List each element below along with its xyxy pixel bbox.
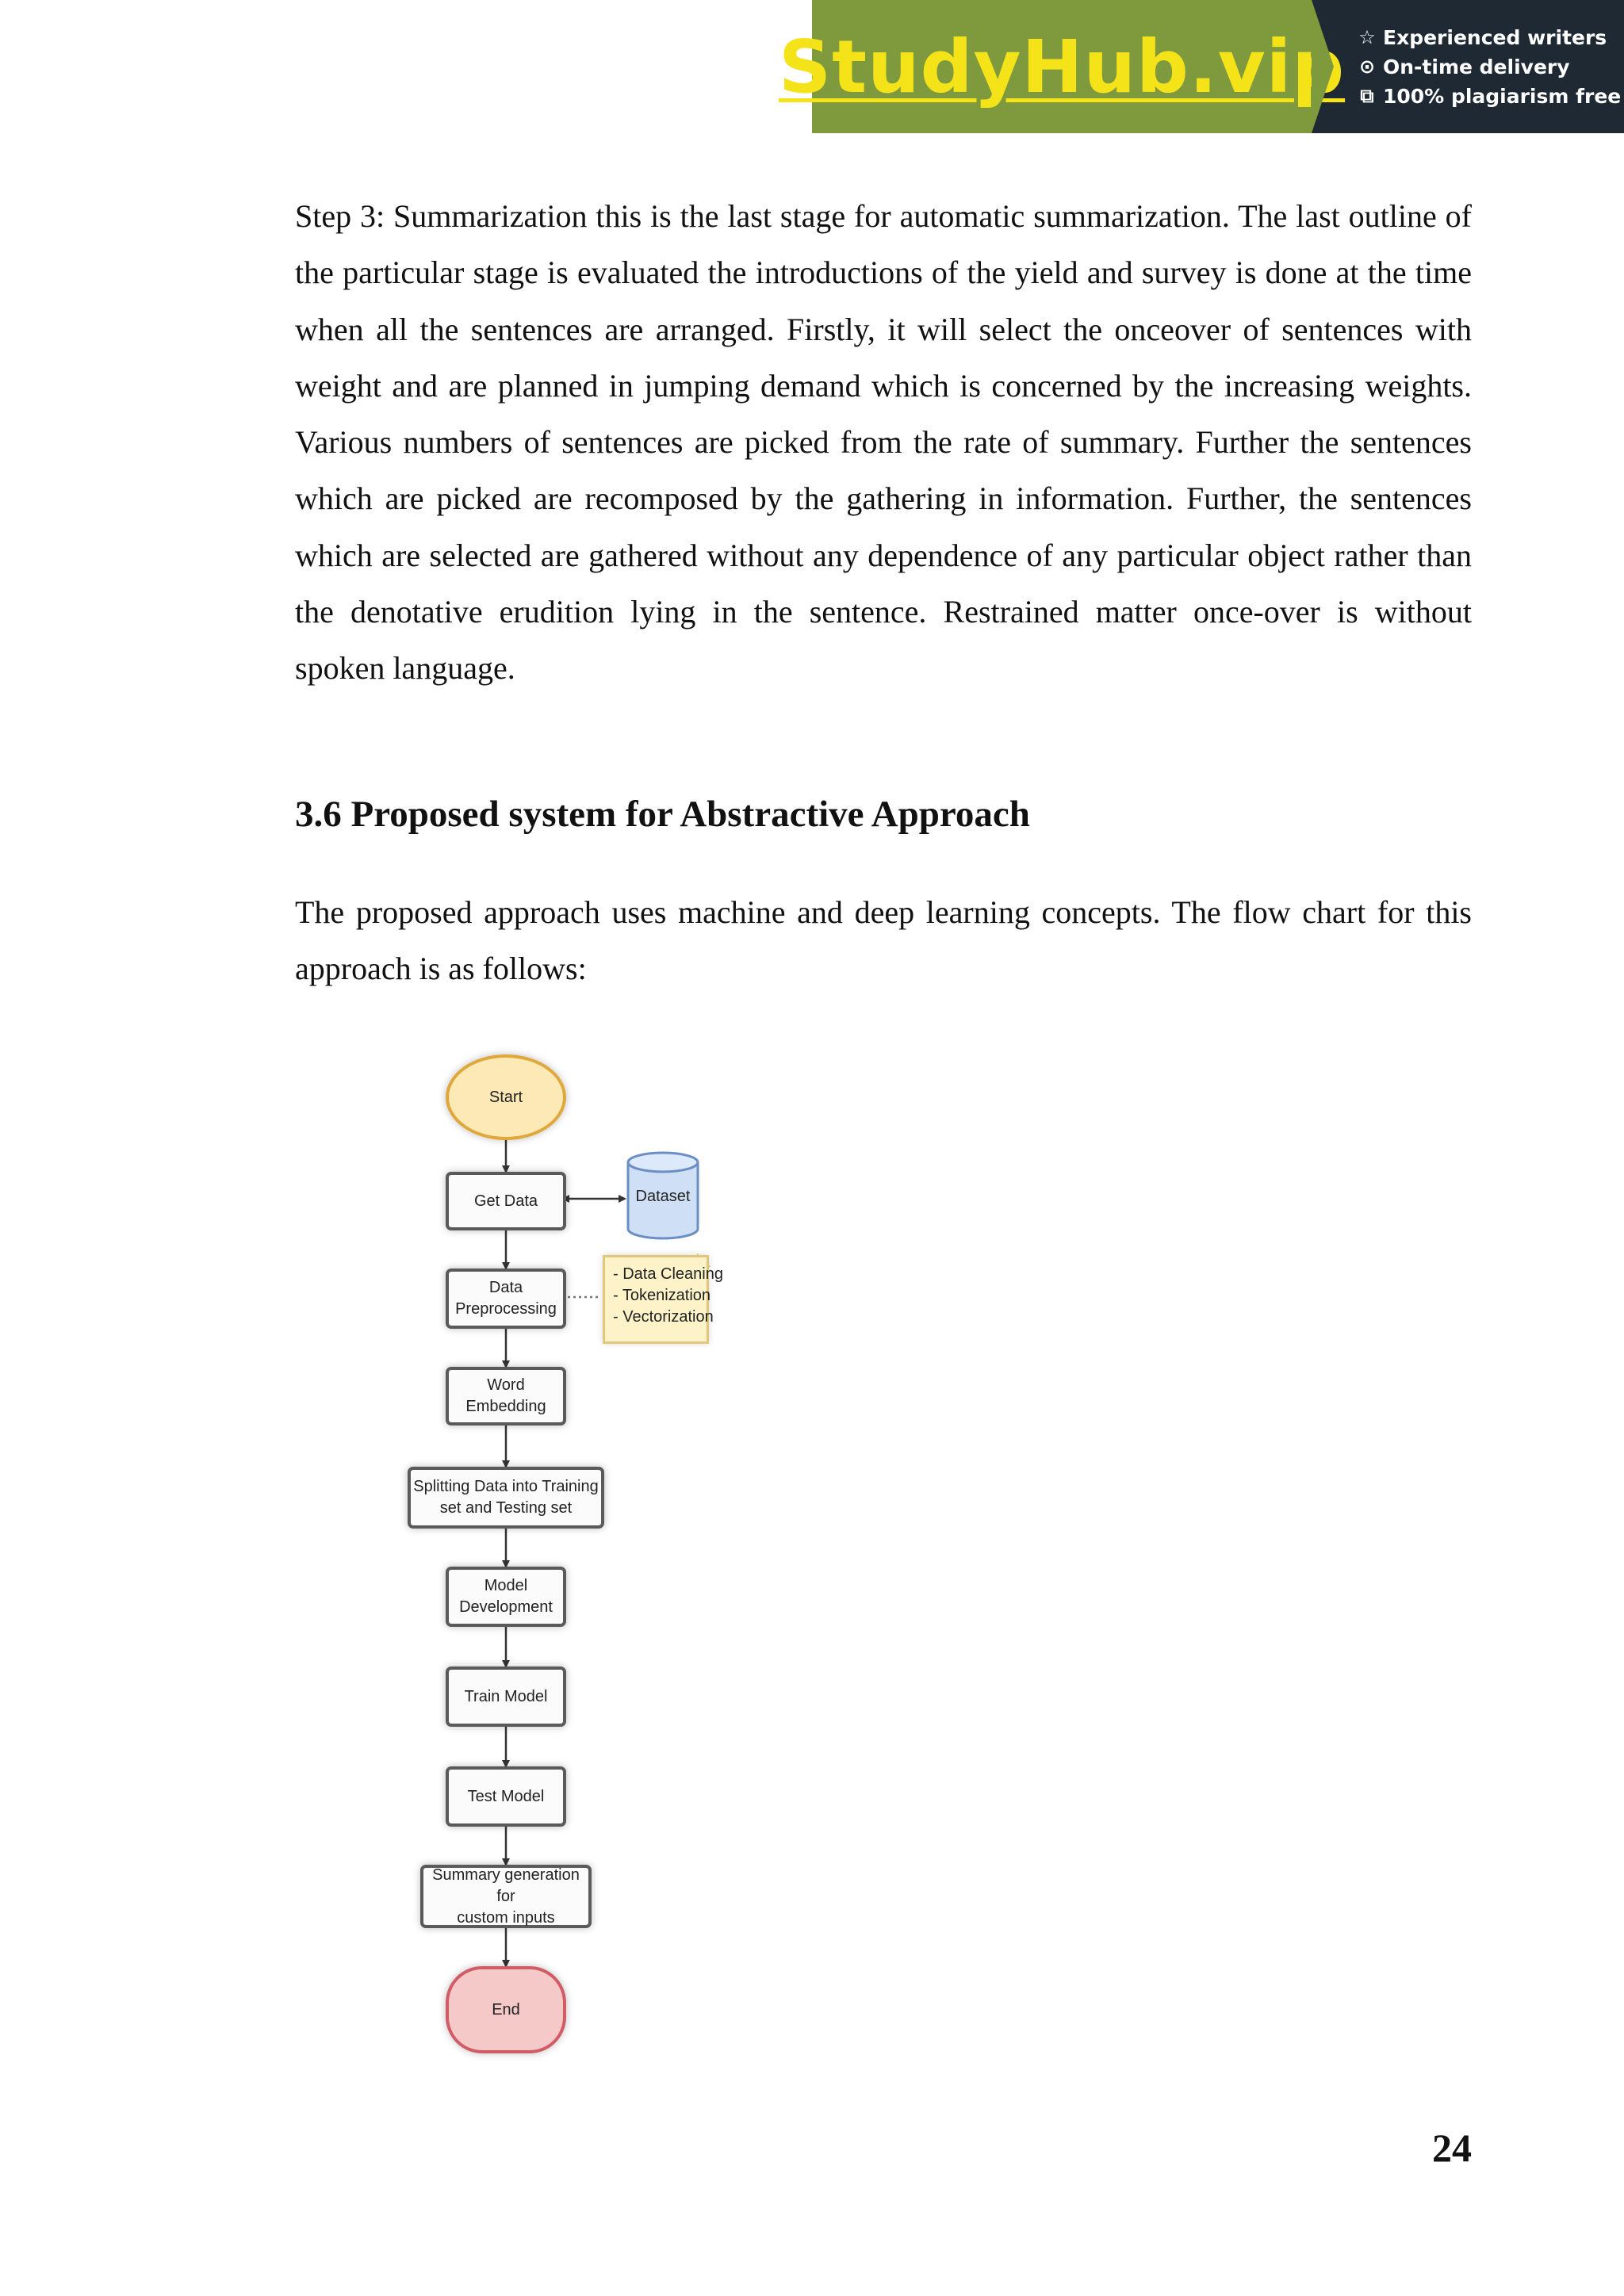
feature-list — [1312, 0, 1624, 133]
studyhub-banner[interactable] — [778, 0, 1624, 133]
page-number: 24 — [1432, 2126, 1472, 2170]
test-model-label: Test Model — [467, 1787, 545, 1805]
paragraph-step3: Step 3: Summarization this is the last stage for automatic summarization. The last outline of the particular stage is evaluated the introductions of the yield and survey is done at the time when all the sentences are arranged. Firstly, it will select the onceover of sentences with weight and are planned in jumping demand which is concerned by the increasing weights. Various numbers of sentences are picked from the rate of summary. Further the sentences which are picked are recomposed by the gathering in information. Further, the sentences which are selected are gathered without any dependence of any particular object rather than the denotative erudition lying in the sentence. Restrained matter once-over is without spoken language. — [295, 198, 1472, 687]
feature-label: 100% plagiarism free — [1383, 84, 1622, 108]
model-dev-label-line1: Model — [484, 1577, 528, 1594]
flowchart — [373, 1031, 785, 2085]
feature-label: On-time delivery — [1383, 55, 1570, 78]
clock-icon: ⊙ — [1358, 55, 1376, 78]
train-model-label: Train Model — [464, 1687, 548, 1705]
flow-test-model-node — [446, 1766, 566, 1827]
flow-get-data-node — [446, 1172, 566, 1230]
preprocessing-note — [603, 1255, 723, 1344]
feature-experienced-writers — [1358, 26, 1624, 49]
copy-icon: ⧉ — [1360, 85, 1374, 107]
flow-train-model-node — [446, 1667, 566, 1727]
splitting-label-line2: set and Testing set — [439, 1499, 573, 1517]
feature-plagiarism-free — [1358, 85, 1624, 108]
model-dev-label-line2: Development — [459, 1598, 553, 1616]
flow-end-node — [446, 1966, 566, 2053]
brand-logo[interactable]: StudyHub.vip — [778, 24, 1346, 109]
flow-model-development-node — [446, 1567, 566, 1627]
brand-panel — [778, 0, 1346, 133]
end-label: End — [492, 2000, 520, 2019]
dataset-label: Dataset — [635, 1188, 691, 1205]
flow-summary-generation-node — [420, 1865, 592, 1928]
word-embedding-label: Word Embedding — [465, 1376, 546, 1415]
summary-label-line1: Summary generation for — [432, 1866, 580, 1905]
note-item: - Vectorization — [613, 1308, 714, 1326]
summary-label-line2: custom inputs — [457, 1908, 555, 1927]
feature-on-time-delivery — [1358, 55, 1624, 78]
splitting-label-line1: Splitting Data into Training — [413, 1478, 599, 1495]
preprocessing-label-line2: Preprocessing — [455, 1300, 557, 1318]
flow-preprocessing-node — [446, 1269, 566, 1329]
flow-splitting-node — [408, 1467, 604, 1529]
flow-word-embedding-node — [446, 1367, 566, 1425]
flow-start-node — [446, 1054, 566, 1140]
note-item: - Data Cleaning — [613, 1265, 723, 1283]
section-heading: 3.6 Proposed system for Abstractive Approach — [295, 794, 1030, 835]
start-label: Start — [488, 1088, 523, 1106]
feature-label: Experienced writers — [1383, 25, 1607, 49]
paragraph-intro-flowchart: The proposed approach uses machine and deep learning concepts. The flow chart for this approach is as follows: — [295, 894, 1472, 987]
star-icon: ☆ — [1358, 26, 1376, 48]
note-item: - Tokenization — [613, 1287, 711, 1304]
preprocessing-label-line1: Data — [488, 1279, 523, 1296]
get-data-label: Get Data — [473, 1192, 538, 1210]
